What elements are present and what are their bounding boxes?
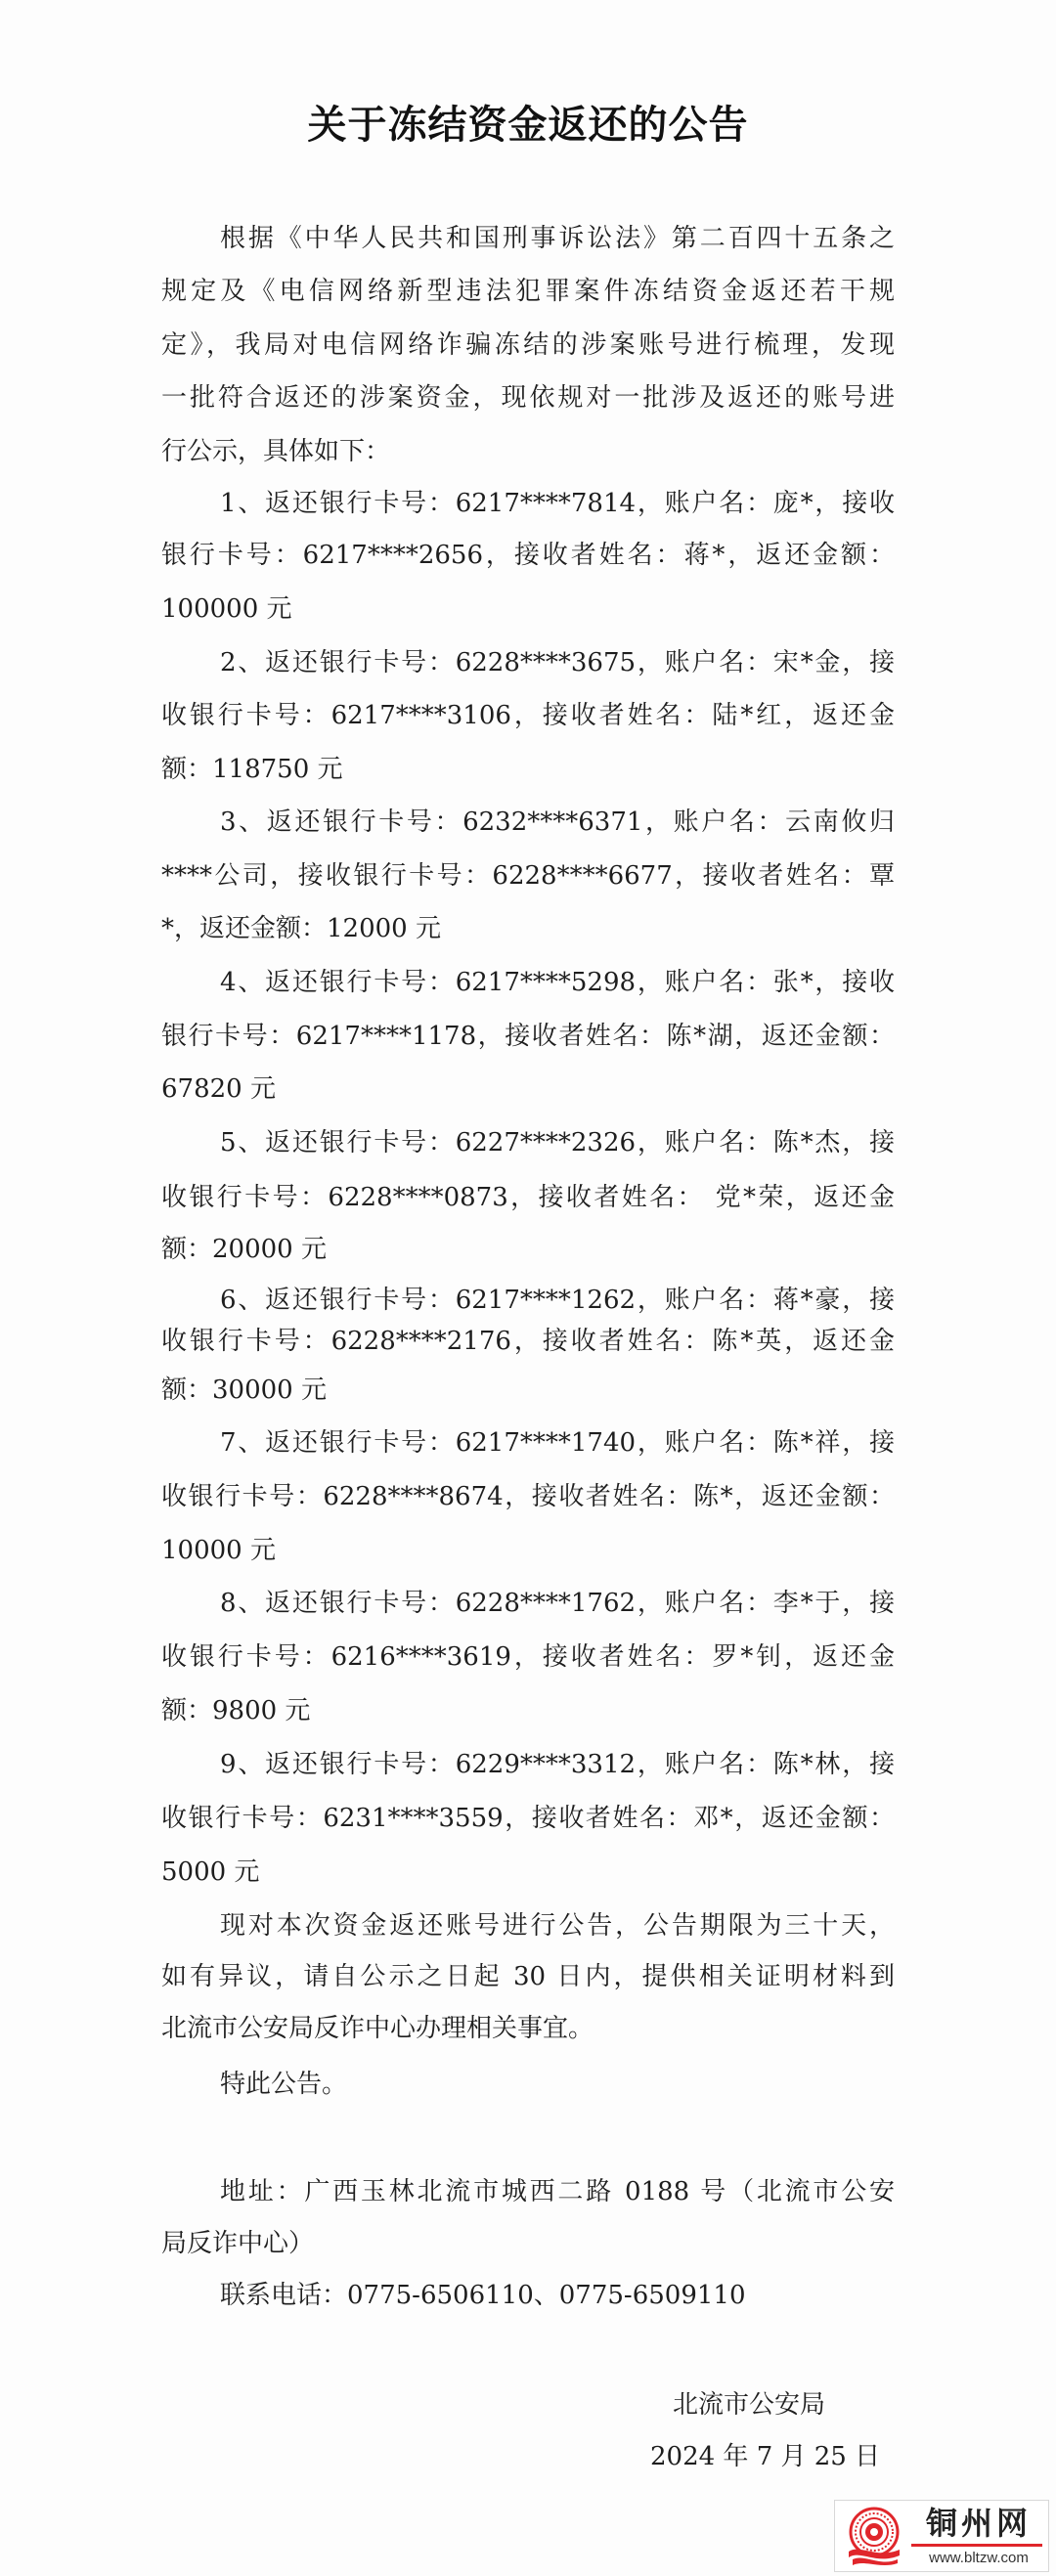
intro-line: 定》，我局对电信网络诈骗冻结的涉案账号进行梳理，发现 [161, 330, 895, 360]
item-8-line-1: 8、返还银行卡号：6228****1762，账户名：李*于，接 [220, 1589, 895, 1618]
watermark-divider [911, 2544, 1042, 2547]
item-3-line-1: 3、返还银行卡号：6232****6371，账户名：云南攸归 [220, 808, 895, 837]
item-3-line-2: ****公司，接收银行卡号：6228****6677，接收者姓名：覃 [161, 861, 895, 891]
item-1-line-1: 1、返还银行卡号：6217****7814，账户名：庞*，接收 [220, 489, 895, 518]
address-line: 地址：广西玉林北流市城西二路 0188 号（北流市公安 [220, 2177, 895, 2206]
item-8-line-2: 收银行卡号：6216****3619，接收者姓名：罗*钊，返还金 [161, 1642, 895, 1672]
item-2-line-1: 2、返还银行卡号：6228****3675，账户名：宋*金，接 [220, 648, 895, 677]
item-4-line-1: 4、返还银行卡号：6217****5298，账户名：张*，接收 [220, 968, 895, 997]
emblem-icon [847, 2507, 902, 2567]
item-7-line-2: 收银行卡号：6228****8674，接收者姓名：陈*，返还金额： [161, 1482, 895, 1511]
item-8-amount: 额：9800 元 [161, 1696, 311, 1725]
notice-line: 如有异议，请自公示之日起 30 日内，提供相关证明材料到 [161, 1962, 895, 1991]
item-9-line-1: 9、返还银行卡号：6229****3312，账户名：陈*林，接 [220, 1750, 895, 1779]
watermark-name: 铜州网 [925, 2505, 1032, 2542]
item-9-amount: 5000 元 [161, 1857, 260, 1887]
document-title: 关于冻结资金返还的公告 [307, 103, 749, 148]
intro-line: 一批符合返还的涉案资金，现依规对一批涉及返还的账号进 [161, 383, 895, 413]
item-5-line-2: 收银行卡号：6228****0873，接收者姓名： 党*荣，返还金 [161, 1183, 895, 1212]
item-5-amount: 额：20000 元 [161, 1235, 327, 1264]
item-3-amount: *，返还金额：12000 元 [161, 914, 441, 943]
item-4-amount: 67820 元 [161, 1074, 276, 1104]
item-9-line-2: 收银行卡号：6231****3559，接收者姓名：邓*，返还金额： [161, 1804, 895, 1833]
item-1-line-2: 银行卡号：6217****2656，接收者姓名：蒋*，返还金额： [161, 541, 895, 570]
issuer-name: 北流市公安局 [673, 2390, 826, 2420]
item-6-line-2: 收银行卡号：6228****2176，接收者姓名：陈*英，返还金 [161, 1327, 895, 1356]
intro-line: 规定及《电信网络新型违法犯罪案件冻结资金返还若干规 [161, 277, 895, 306]
item-2-line-2: 收银行卡号：6217****3106，接收者姓名：陆*红，返还金 [161, 701, 895, 730]
item-2-amount: 额：118750 元 [161, 755, 343, 784]
address-line: 局反诈中心） [161, 2229, 315, 2258]
item-5-line-1: 5、返还银行卡号：6227****2326，账户名：陈*杰，接 [220, 1128, 895, 1157]
item-6-line-1: 6、返还银行卡号：6217****1262，账户名：蒋*豪，接 [220, 1286, 895, 1315]
watermark-url: www.bltzw.com [929, 2550, 1029, 2566]
intro-line: 行公示，具体如下： [161, 437, 391, 466]
contact-phone: 联系电话：0775-6506110、0775-6509110 [220, 2281, 746, 2310]
item-7-line-1: 7、返还银行卡号：6217****1740，账户名：陈*祥，接 [220, 1428, 895, 1458]
item-7-amount: 10000 元 [161, 1536, 276, 1565]
issue-date: 2024 年 7 月 25 日 [650, 2442, 881, 2471]
watermark-logo [834, 2500, 1049, 2572]
notice-line: 北流市公安局反诈中心办理相关事宜。 [161, 2014, 594, 2043]
item-1-amount: 100000 元 [161, 594, 292, 624]
item-6-amount: 额：30000 元 [161, 1375, 327, 1405]
item-4-line-2: 银行卡号：6217****1178，接收者姓名：陈*湖，返还金额： [161, 1022, 895, 1051]
intro-line: 根据《中华人民共和国刑事诉讼法》第二百四十五条之 [220, 224, 895, 253]
closing-text: 特此公告。 [220, 2070, 348, 2099]
notice-line: 现对本次资金返还账号进行公告，公告期限为三十天， [220, 1911, 895, 1941]
